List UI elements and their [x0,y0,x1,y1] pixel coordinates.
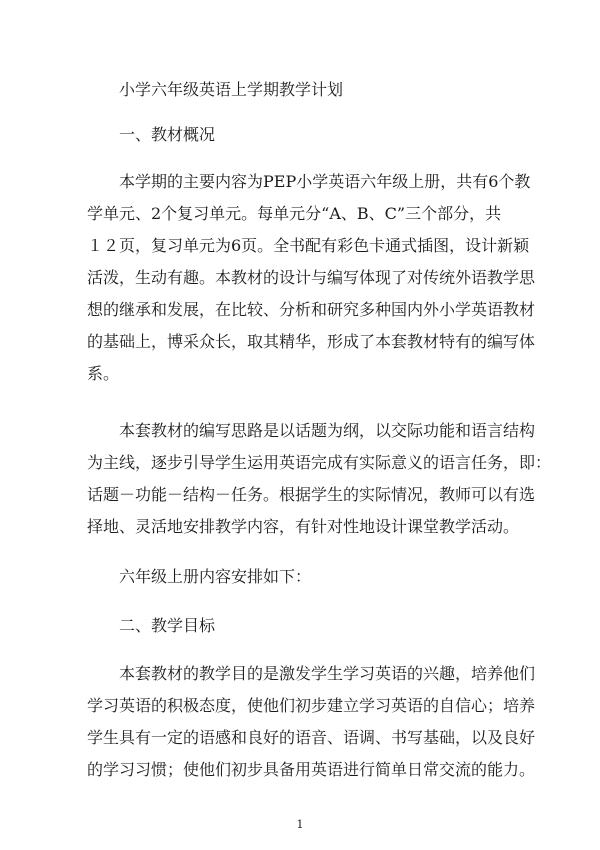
paragraph-line: 本学期的主要内容为PEP小学英语六年级上册，共有6个教 [119,172,531,191]
page-number: 1 [296,818,304,831]
paragraph-line: 择地、灵活地安排教学内容，有针对性地设计课堂教学活动。 [87,517,520,536]
document-title: 小学六年级英语上学期教学计划 [119,80,344,99]
paragraph-line: １２页，复习单元为6页。全书配有彩色卡通式插图，设计新颖 [87,236,530,255]
paragraph-line: 学习英语的积极态度，使他们初步建立学习英语的自信心；培养 [87,696,536,715]
paragraph-content-arrangement: 六年级上册内容安排如下： [119,567,312,586]
paragraph-line: 系。 [87,364,120,383]
paragraph-line: 学生具有一定的语感和良好的语音、语调、书写基础，以及良好 [87,728,536,747]
paragraph-line: 的学习习惯；使他们初步具备用英语进行简单日常交流的能力。 [87,760,536,779]
section-heading-materials: 一、教材概况 [119,125,216,144]
paragraph-line: 本套教材的教学目的是激发学生学习英语的兴趣，培养他们 [119,664,536,683]
paragraph-line: 为主线，逐步引导学生运用英语完成有实际意义的语言任务，即： [87,453,552,472]
paragraph-line: 活泼，生动有趣。本教材的设计与编写体现了对传统外语教学思 [87,268,536,287]
section-heading-objectives: 二、教学目标 [119,616,216,635]
paragraph-line: 学单元、2个复习单元。每单元分“A、B、C”三个部分，共 [87,204,502,223]
paragraph-line: 想的继承和发展，在比较、分析和研究多种国内外小学英语教材 [87,300,536,319]
paragraph-line: 的基础上，博采众长，取其精华，形成了本套教材特有的编写体 [87,332,536,351]
paragraph-line: 本套教材的编写思路是以话题为纲，以交际功能和语言结构 [119,421,536,440]
paragraph-line: 话题－功能－结构－任务。根据学生的实际情况，教师可以有选 [87,485,536,504]
